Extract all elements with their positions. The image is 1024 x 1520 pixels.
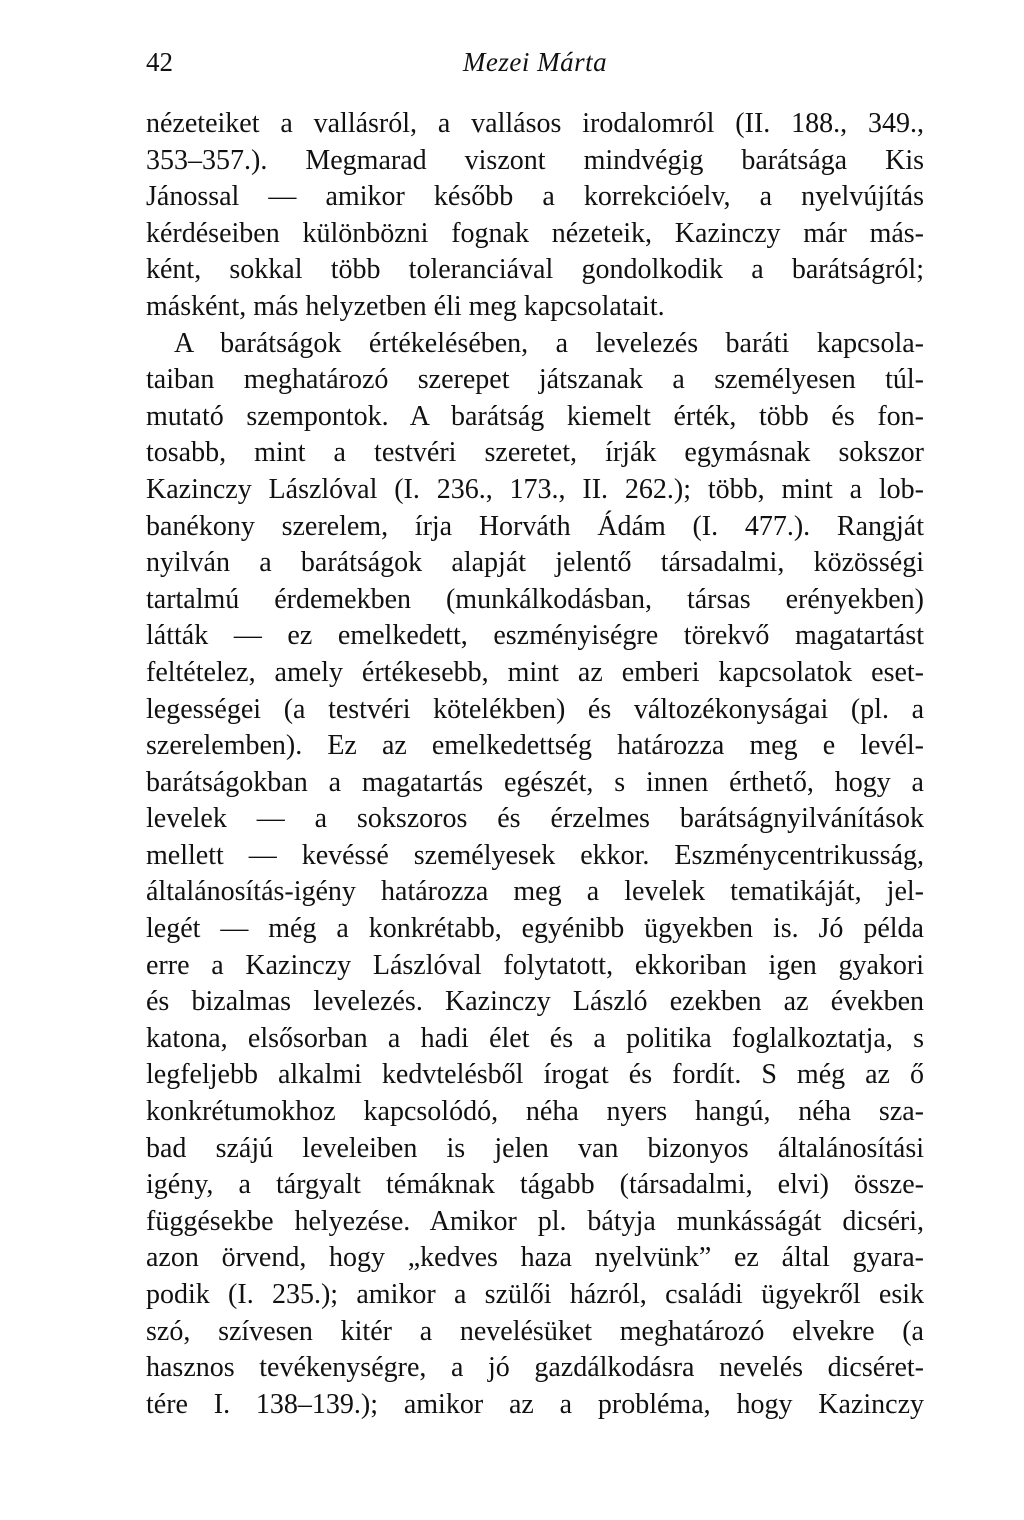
text-line: barátságokban a magatartás egészét, s innen érthető, hogy a (146, 766, 924, 798)
text-line: mellett — kevéssé személyesek ekkor. Eszménycentrikusság, (146, 839, 924, 871)
text-line: legét — még a konkrétabb, egyénibb ügyekben is. Jó példa (146, 913, 924, 945)
text-line: kérdéseiben különbözni fognak nézeteik, Kazinczy már más- (146, 217, 924, 249)
text-line: bad szájú leveleiben is jelen van bizonyos általánosítási (146, 1132, 924, 1164)
text-line: Jánossal — amikor később a korrekcióelv, a nyelvújítás (146, 181, 924, 213)
text-line: tére I. 138–139.); amikor az a probléma, hogy Kazinczy (146, 1388, 924, 1420)
text-line: katona, elsősorban a hadi élet és a politika foglalkoztatja, s (146, 1022, 924, 1054)
text-line: és bizalmas levelezés. Kazinczy László ezekben az években (146, 986, 924, 1018)
running-head (146, 44, 924, 80)
text-line: tosabb, mint a testvéri szeretet, írják egymásnak sokszor (146, 437, 924, 469)
text-line: banékony szerelem, írja Horváth Ádám (I. 477.). Rangját (146, 510, 924, 542)
text-line: azon örvend, hogy „kedves haza nyelvünk” ez által gyara- (146, 1242, 924, 1274)
text-line: feltételez, amely értékesebb, mint az emberi kapcsolatok eset- (146, 656, 924, 688)
text-line: nézeteiket a vallásról, a vallásos irodalomról (II. 188., 349., (146, 108, 924, 139)
text-line: látták — ez emelkedett, eszményiségre törekvő magatartást (146, 620, 924, 652)
page-number: 42 (146, 47, 173, 77)
text-line: ként, sokkal több toleranciával gondolkodik a barátságról; (146, 254, 924, 286)
text-line: általánosítás-igény határozza meg a levelek tematikáját, jel- (146, 876, 924, 908)
text-line: függésekbe helyezése. Amikor pl. bátyja munkásságát dicséri, (146, 1205, 924, 1237)
text-line: szerelemben). Ez az emelkedettség határozza meg e levél- (146, 730, 924, 762)
text-line: podik (I. 235.); amikor a szülői házról, családi ügyekről esik (146, 1279, 924, 1310)
text-line: nyilván a barátságok alapját jelentő társadalmi, közösségi (146, 547, 924, 579)
text-line: levelek — a sokszoros és érzelmes barátságnyilvánítások (146, 803, 924, 835)
text-line: erre a Kazinczy Lászlóval folytatott, ekkoriban igen gyakori (146, 949, 924, 981)
text-line: igény, a tárgyalt témáknak tágabb (társadalmi, elvi) össze- (146, 1169, 924, 1201)
text-line: 353–357.). Megmarad viszont mindvégig barátsága Kis (146, 144, 924, 176)
running-title: Mezei Márta (462, 47, 608, 77)
body-text (146, 106, 924, 1423)
text-line: legfeljebb alkalmi kedvtelésből írogat és fordít. S még az ő (146, 1059, 924, 1091)
text-line: mutató szempontok. A barátság kiemelt érték, több és fon- (146, 400, 924, 432)
text-line: taiban meghatározó szerepet játszanak a személyesen túl- (146, 364, 924, 396)
text-line: hasznos tevékenységre, a jó gazdálkodásra nevelés dicséret- (146, 1352, 924, 1384)
text-line: tartalmú érdemekben (munkálkodásban, társas erényekben) (146, 583, 924, 615)
text-line: másként, más helyzetben éli meg kapcsolatait. (146, 290, 665, 322)
text-line: legességei (a testvéri kötelékben) és változékonyságai (pl. a (146, 693, 924, 725)
text-line: szó, szívesen kitér a nevelésüket meghatározó elvekre (a (146, 1315, 924, 1347)
paragraph-start-line: A barátságok értékelésében, a levelezés baráti kapcsola- (174, 327, 924, 359)
text-line: Kazinczy Lászlóval (I. 236., 173., II. 262.); több, mint a lob- (146, 473, 924, 505)
text-line: konkrétumokhoz kapcsolódó, néha nyers hangú, néha sza- (146, 1096, 924, 1128)
